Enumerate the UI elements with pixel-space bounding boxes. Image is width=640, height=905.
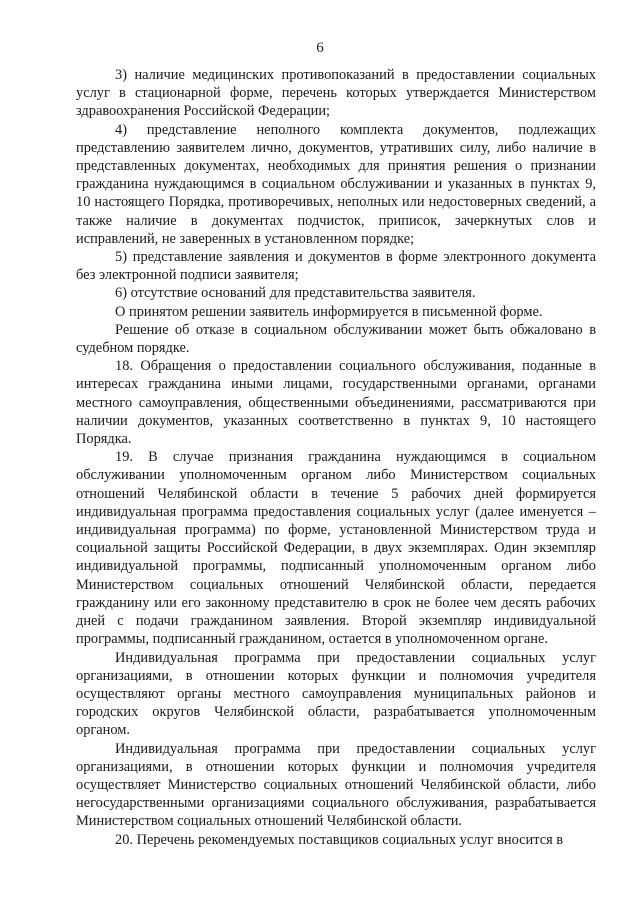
paragraph-item-5: 5) представление заявления и документов в форме электронного документа без электронной подписи заявителя; [76, 249, 596, 284]
page-number: 6 [316, 40, 324, 56]
paragraph-item-4: 4) представление неполного комплекта документов, подлежащих представлению заявителем лично, документов, утративших силу, либо наличие в представленных документах, необходимых для принятия решения о признании гражданина нуждающимся в социальном обслуживании и указанных в пунктах 9, 10 настоящего Порядка, противоречивых, неполных или недостоверных сведений, а также наличие в документах подчисток, приписок, зачеркнутых слов и исправлений, не заверенных в установленном порядке; [76, 121, 596, 247]
paragraph-individual-program-ministry: Индивидуальная программа при предоставлении социальных услуг организациями, в отношении которых функции и полномочия учредителя осуществляет Министерство социальных отношений Челябинской области, либо негосударственными организациями социального обслуживания, разрабатывается Министерством социальных отношений Челябинской области. [76, 740, 596, 830]
paragraph-appeal: Решение об отказе в социальном обслуживании может быть обжаловано в судебном порядке. [76, 321, 596, 357]
paragraph-decision-notice: О принятом решении заявитель информируется в письменной форме. [115, 303, 543, 320]
paragraph-item-3: 3) наличие медицинских противопоказаний в предоставлении социальных услуг в стационарной форме, перечень которых утверждается Министерством здравоохранения Российской Федерации; [76, 67, 596, 120]
paragraph-18: 18. Обращения о предоставлении социального обслуживания, поданные в интересах гражданина иными лицами, государственными органами, органами местного самоуправления, общественными объединениями, рассматриваются при наличии документов, указанных соответственно в пунктах 9, 10 настоящего Порядка. [76, 358, 596, 448]
document-body [76, 66, 596, 849]
paragraph-20: 20. Перечень рекомендуемых поставщиков социальных услуг вносится в [115, 831, 564, 848]
paragraph-individual-program-municipal: Индивидуальная программа при предоставлении социальных услуг организациями, в отношении которых функции и полномочия учредителя осуществляют органы местного самоуправления муниципальных районов и городских округов Челябинской области, разрабатывается уполномоченным органом. [76, 649, 596, 739]
paragraph-item-6: 6) отсутствие оснований для представительства заявителя. [115, 285, 476, 302]
paragraph-19: 19. В случае признания гражданина нуждающимся в социальном обслуживании уполномоченным органом либо Министерством социальных отношений Челябинской области в течение 5 рабочих дней формируется индивидуальная программа предоставления социальных услуг (далее именуется – индивидуальная программа) по форме, установленной Министерством труда и социальной защиты Российской Федерации, в двух экземплярах. Один экземпляр индивидуальной программы, подписанный уполномоченным органом либо Министерством социальных отношений Челябинской области, передается гражданину или его законному представителю в срок не более чем десять рабочих дней с подачи гражданином заявления. Второй экземпляр индивидуальной программы, подписанный гражданином, остается в уполномоченном органе. [76, 449, 596, 648]
